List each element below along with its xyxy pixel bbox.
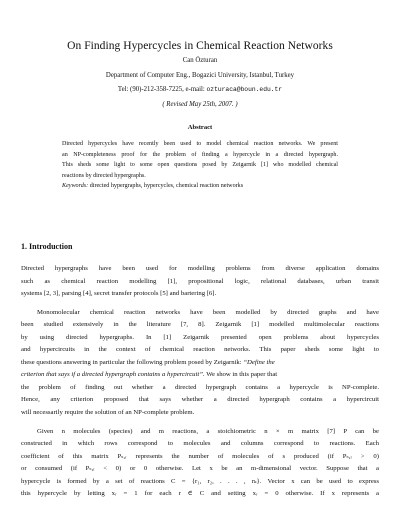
body-line: systems [2, 3], parsing [4], secret transfer protocols [5] and bartering [6]. [21,290,217,298]
keywords-text: directed hypergraphs, hypercycles, chemical reaction networks [88,183,244,189]
body-line-text: these questions answering in particular the following problem posed by Zeigarnik: [21,358,244,366]
keywords-line [62,181,338,192]
body-line: Hence, any criterion proposed that says whether a directed hypergraph contains a hypercircuit [21,396,379,404]
keywords-label: Keywords: [62,183,89,189]
body-line [21,357,379,370]
body-line: such as chemical reaction modelling [1], propositional logic, relational databases, urban transit [21,277,379,285]
abstract-line: reactions by directed hypergraphs. [62,172,146,179]
zeigarnik-quote-start: “Define the [243,358,275,366]
body-line: constructed in which rows correspond to molecules and columns correspond to reactions. Each [21,440,379,448]
section-body [21,263,379,501]
author-affiliation: Department of Computer Eng., Bogazici University, Istanbul, Turkey [105,72,295,79]
abstract-line: Directed hypercycles have recently been used to model chemical reaction networks. We present [62,141,338,147]
body-line: will necessarily require the solution of an NP-complete problem. [21,409,195,417]
abstract-line: This sheds some light to some open questions posed by Zeigarnik [1] who modelled chemical [62,162,338,168]
author-contact [0,86,400,93]
body-line: by using directed hypergraphs. In [1] Zeigarnik presented open problems about hypercycles [21,333,379,341]
contact-phone: Tel: (90)-212-358-7225, e-mail: [117,86,207,93]
abstract-line: an NP-completeness proof for the problem of finding a hypercycle in a directed hypergraph. [62,151,338,158]
body-line: Directed hypergraphs have been used for modelling problems from diverse application domains [21,265,379,272]
revision-date: ( Revised May 25th, 2007. ) [162,101,238,108]
contact-email: ozturaca@boun.edu.tr [206,86,283,93]
body-line: Monomolecular chemical reaction networks have been modelled by directed graphs and have [37,308,379,316]
paper-title: On Finding Hypercycles in Chemical Reaction Networks [67,40,333,52]
body-line: Given n molecules (species) and m reactions, a stoichiometric n × m matrix [7] P can be [37,427,379,435]
author-name: Can Özturan [182,57,218,64]
body-line: been studied extensively in the literature [7, 8]. Zeigarnik [1] modelled multimolecular reactions [21,321,379,329]
section-heading: 1. Introduction [21,242,73,251]
body-line: the problem of finding out whether a directed hypergraph contains a hypercycle is NP-complete. [21,383,379,391]
body-line: or consumed (if Pₛ,ᵣ < 0) or 0 otherwise. Let x be an m-dimensional vector. Suppose that a [21,465,379,473]
body-line: and hypercircuits in the context of chemical reaction networks. This paper sheds some light to [21,346,379,354]
abstract-body [62,139,338,192]
zeigarnik-quote-end: criterion that says if a directed hypergraph contains a hypercircuit”. [21,371,205,379]
abstract-heading: Abstract [187,124,213,131]
body-line: coefficient of this matrix Pₛ,ᵣ represents the number of molecules of s produced (if Pₛ,ᵣ > 0) [21,452,379,460]
body-line: this hypercycle by letting xᵣ = 1 for each r ∈ C and setting xᵣ = 0 otherwise. If x represents a [21,490,379,498]
body-line-text: We show in this paper that [204,371,278,379]
body-line: hypercycle is formed by a set of reactions C = {r₁, r₂, . . . , rₖ}. Vector x can be used to express [21,477,379,485]
body-line [21,369,379,382]
